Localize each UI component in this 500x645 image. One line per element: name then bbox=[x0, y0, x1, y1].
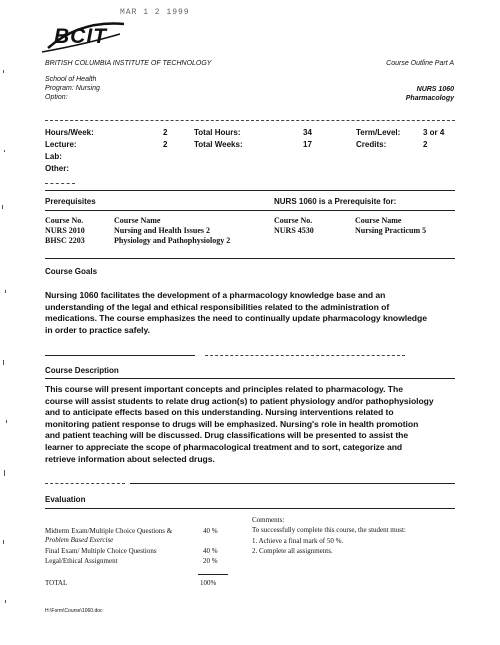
evaluation-top-dash bbox=[45, 483, 125, 484]
eval-total-label: TOTAL bbox=[45, 579, 68, 587]
eval-total-rule bbox=[198, 574, 228, 575]
description-title-rule bbox=[45, 378, 455, 379]
prereq-col-name: Course Name bbox=[114, 216, 161, 225]
description-line: learner to appreciate the scope of pharmacological treatment and to sort, categorize and bbox=[45, 441, 403, 452]
goals-line: understanding of the legal and ethical responsibilities related to the administration of bbox=[45, 301, 390, 312]
prereq-row-2-name: Physiology and Pathophysiology 2 bbox=[114, 236, 231, 245]
goals-line: Nursing 1060 facilitates the development of a pharmacology knowledge base and an bbox=[45, 290, 386, 300]
hours-week-value: 2 bbox=[163, 128, 168, 137]
prereq-col-no: Course No. bbox=[45, 216, 84, 225]
description-line: and to anticipate effects based on this understanding. Nursing interventions related to bbox=[45, 407, 394, 418]
total-weeks-label: Total Weeks: bbox=[194, 140, 243, 149]
document-type-text: Course Outline Part A bbox=[386, 60, 454, 67]
prereq-top-rule bbox=[45, 190, 455, 191]
hours-week-label: Hours/Week: bbox=[45, 128, 94, 137]
eval-item-1-name bbox=[45, 527, 172, 535]
received-stamp: MAR 1 2 1999 bbox=[120, 8, 190, 17]
goals-title: Course Goals bbox=[45, 267, 98, 276]
document-type bbox=[386, 60, 454, 67]
prereq-title-rule bbox=[45, 210, 455, 211]
description-text bbox=[45, 384, 470, 465]
bcit-logo bbox=[40, 18, 126, 58]
total-hours-label: Total Hours: bbox=[194, 128, 241, 137]
goals-bottom-rule bbox=[45, 355, 195, 356]
comment-item-2: 2. Complete all assignments. bbox=[252, 547, 333, 555]
comments-title: Comments: bbox=[252, 516, 285, 524]
eval-item-1-name-b: Problem Based Exercise bbox=[45, 536, 114, 544]
comment-item-1: 1. Achieve a final mark of 50 %. bbox=[252, 537, 344, 545]
prereq-for-row-1-no: NURS 4530 bbox=[274, 226, 314, 235]
comments-intro: To successfully complete this course, the student must: bbox=[252, 526, 406, 534]
eval-item-1-name-a: Midterm Exam/Multiple Choice Questions & bbox=[45, 527, 173, 535]
goals-top-rule bbox=[45, 258, 455, 259]
other-label: Other: bbox=[45, 164, 69, 173]
header-divider bbox=[45, 120, 455, 121]
footer-path: H:\Form\Course\1060.doc bbox=[45, 608, 103, 614]
program-name: Program: Nursing bbox=[45, 85, 100, 92]
description-line: This course will present important concepts and principles related to pharmacology. The bbox=[45, 384, 403, 394]
prereq-row-1-no: NURS 2010 bbox=[45, 226, 85, 235]
hours-divider bbox=[45, 183, 75, 184]
term-label: Term/Level: bbox=[356, 128, 401, 137]
eval-item-2-pct: 40 % bbox=[203, 547, 218, 555]
option-label: Option: bbox=[45, 94, 68, 101]
eval-item-3-name: Legal/Ethical Assignment bbox=[45, 557, 118, 565]
evaluation-title-rule bbox=[45, 508, 455, 509]
total-hours-value: 34 bbox=[303, 128, 312, 137]
description-title: Course Description bbox=[45, 366, 119, 375]
goals-line: in order to practice safely. bbox=[45, 324, 150, 335]
lecture-value: 2 bbox=[163, 140, 168, 149]
goals-line: medications. The course emphasizes the need to continually update pharmacology knowledge bbox=[45, 313, 427, 324]
description-line: course will assist students to relate drug action(s) to patient physiology and/or pathophysiology bbox=[45, 395, 434, 406]
term-value: 3 or 4 bbox=[423, 128, 445, 137]
prereq-for-col-no: Course No. bbox=[274, 216, 313, 225]
description-line: and patient teaching will be discussed. Drug classifications will be presented to assist the bbox=[45, 430, 409, 441]
is-prerequisite-title: NURS 1060 is a Prerequisite for: bbox=[274, 197, 397, 206]
prereq-for-row-1-name: Nursing Practicum 5 bbox=[355, 226, 427, 235]
eval-item-1-pct: 40 % bbox=[203, 527, 218, 535]
course-code: NURS 1060 bbox=[416, 86, 454, 93]
eval-total-value: 100% bbox=[200, 579, 217, 587]
prereq-row-1-name: Nursing and Health Issues 2 bbox=[114, 226, 211, 235]
description-line: monitoring patient response to drugs will be emphasized. Nursing's role in health promotion bbox=[45, 418, 419, 429]
evaluation-top-rule bbox=[130, 483, 455, 484]
course-title: Pharmacology bbox=[405, 95, 454, 102]
institute-name: BRITISH COLUMBIA INSTITUTE OF TECHNOLOGY bbox=[45, 60, 212, 67]
total-weeks-value: 17 bbox=[303, 140, 312, 149]
credits-label: Credits: bbox=[356, 140, 387, 149]
prereq-for-col-name: Course Name bbox=[355, 216, 402, 225]
prereq-row-2-no: BHSC 2203 bbox=[45, 236, 85, 245]
logo-text: BCIT bbox=[54, 25, 107, 48]
eval-item-2-name: Final Exam/ Multiple Choice Questions bbox=[45, 547, 157, 555]
evaluation-title: Evaluation bbox=[45, 495, 86, 504]
description-line: retrieve information about selected drugs. bbox=[45, 453, 215, 464]
school-name: School of Health bbox=[45, 76, 97, 83]
lab-label: Lab: bbox=[45, 152, 62, 161]
prerequisites-title: Prerequisites bbox=[45, 197, 96, 206]
lecture-label: Lecture: bbox=[45, 140, 77, 149]
goals-bottom-dash bbox=[205, 355, 405, 356]
credits-value: 2 bbox=[423, 140, 428, 149]
eval-item-3-pct: 20 % bbox=[203, 557, 218, 565]
goals-text bbox=[45, 290, 465, 336]
